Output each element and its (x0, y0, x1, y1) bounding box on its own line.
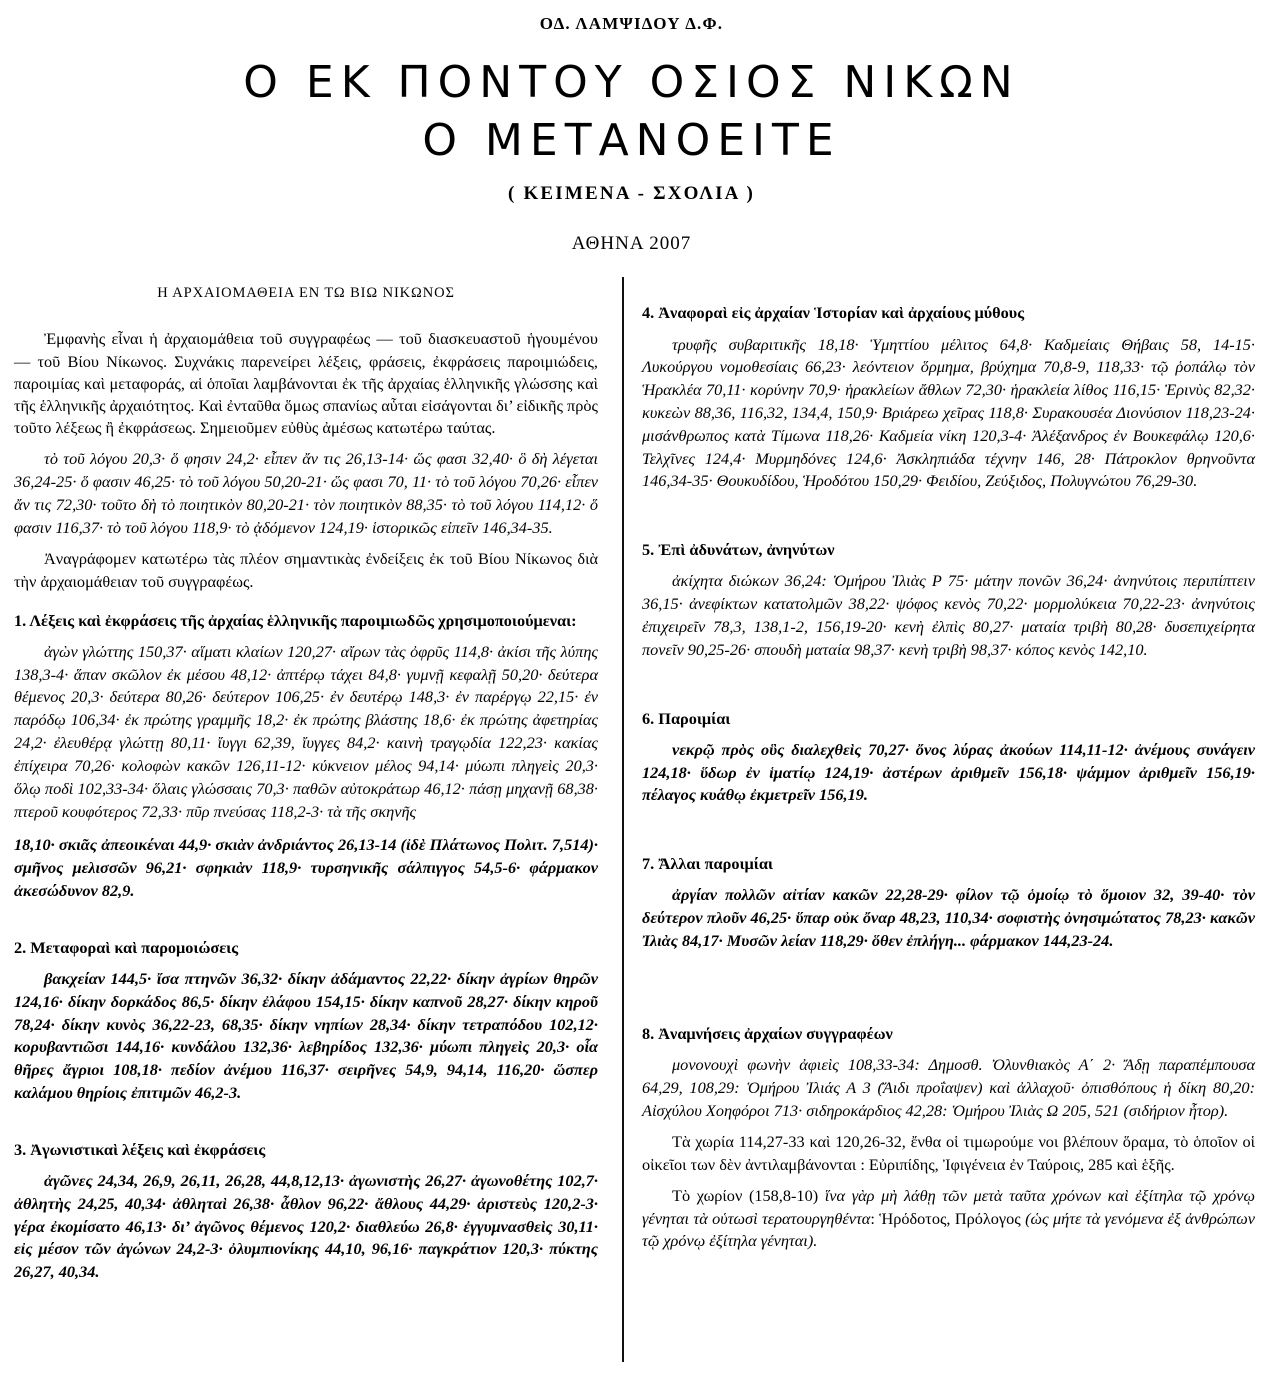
section-2-heading: 2. Μεταφοραὶ καὶ παρομοιώσεις (14, 937, 239, 957)
column-divider-rule (622, 277, 624, 1362)
second-paragraph: Ἀναγράφομεν κατωτέρω τὰς πλέον σημαντικὰς ἐνδείξεις ἐκ τοῦ Βίου Νίκωνος διὰ τὴν ἀρχαιομάθειαν τοῦ συγγραφέως. (14, 549, 598, 591)
section-8-heading: 8. Ἀναμνήσεις ἀρχαίων συγγραφέων (642, 1023, 893, 1043)
spacer (642, 816, 1255, 836)
spacer (642, 962, 1255, 1006)
two-column-body (0, 285, 1263, 1293)
s8-p3-plain-2: : Ἡρόδοτος, Πρόλογος (870, 1208, 1026, 1228)
intro-paragraph: Ἐμφανὴς εἶναι ἡ ἀρχαιομάθεια τοῦ συγγραφέως — τοῦ διασκευαστοῦ ἡγουμένου — τοῦ Βίου Νίκωνος. Συχνάκις παρενείρει λέξεις, φράσεις, ἐκφράσεις παροιμιώδεις, παροιμίας καὶ μεταφοράς, αἱ ὁποῖαι λαμβάνονται ἐκ τῆς ἀρχαίας ἑλληνικῆς γλώσσης καὶ τῆς ἑλληνικῆς ἀρχαιότητος. Καὶ ἐνταῦθα ὅμως σπανίως αὗται εἰσάγονται δι’ εἰδικῆς πρὸς τοῦτο λέξεως ἢ ἐκφράσεως. Σημειοῦμεν εὐθὺς ἀμέσως κατωτέρω ταύτας. (14, 329, 598, 437)
section-5-heading: 5. Ἐπὶ ἀδυνάτων, ἀνηνύτων (642, 540, 835, 560)
section-6-body: νεκρῷ πρὸς οὓς διαλεχθεὶς 70,27· ὄνος λύρας ἀκούων 114,11-12· ἀνέμους συνάγειν 124,18· ὕδωρ ἐν ἱματίῳ 124,19· ἀστέρων ἀριθμεῖν 156,18· ψάμμον ἀριθμεῖν 156,19· πέλαγος κυάθῳ ἐκμετρεῖν 156,19. (642, 739, 1255, 805)
section-4-body: τρυφῆς συβαριτικῆς 18,18· Ὑμηττίου μέλιτος 64,8· Καδμείαις Θήβαις 58, 14-15· Λυκούργου νομοθεσίαις 66,23· λεόντειον ὅρμημα, βρύχημα 70,8-9, 118,33· τῷ ῥοπάλῳ τὸν Ἡρακλέα 70,11· κορύνην 70,9· ἡρακλείων ἄθλων 72,30· ἡρακλεία λίθος 116,15· Ἐρινὺς 82,32· κυκεὼν 88,36, 116,32, 134,4, 150,9· Βριάρεω χεῖρας 118,8· Συρακουσέα Διονύσιον 118,23-24· μισάνθρωπος κατὰ Τίμωνα 118,26· Καδμεία νίκη 120,3-4· Ἀλέξανδρος ἐν Βουκεφάλῳ 120,6· Τελχῖνες 124,4· Μυρμηδόνες 124,6· Ἀσκληπιάδα τέχνην 146, 28· Πάτροκλον θρηνοῦντα 146,34-35· Θουκυδίδου, Ἡροδότου 150,29· Φειδίου, Ζεύξιδος, Πολυγνώτου 76,29-30. (642, 334, 1255, 491)
section-4-heading: 4. Ἀναφοραὶ εἰς ἀρχαίαν Ἱστορίαν καὶ ἀρχαίους μύθους (642, 303, 1025, 323)
right-column (620, 285, 1263, 1262)
section-7-heading: 7. Ἄλλαι παροιμίαι (642, 854, 773, 874)
s8-p3-plain-1: Τὸ χωρίον (158,8-10) (672, 1185, 825, 1205)
s8-p3-italic-2: (ὡς μήτε τὰ γενόμενα ἐξ ἀνθρώπων τῷ χρόνῳ ἐξίτηλα γένηται). (642, 1208, 1256, 1251)
section-3-heading: 3. Ἀγωνιστικαὶ λέξεις καὶ ἐκφράσεις (14, 1139, 266, 1159)
title-block (0, 0, 1263, 255)
left-column (0, 285, 620, 1293)
section-8-paragraph-2: Τὰ χωρία 114,27-33 καὶ 120,26-32, ἔνθα οἱ τιμωρούμε νοι βλέπουν ὅραμα, τὸ ὁποῖον οἱ οἰκεῖοι των δὲν ἀντιλαμβάνονται : Εὐριπίδης, Ἰφιγένεια ἐν Ταύροις, 285 καὶ ἑξῆς. (642, 1132, 1255, 1174)
spacer (642, 502, 1255, 522)
place-and-year: ΑΘΗΝΑ 2007 (571, 233, 692, 255)
book-title-line-1: Ο ΕΚ ΠΟΝΤΟΥ ΟΣΙΟΣ ΝΙΚΩΝ (243, 57, 1020, 108)
intro-references: τὸ τοῦ λόγου 20,3· ὅ φησιν 24,2· εἶπεν ἄν τις 26,13-14· ὥς φασι 32,40· ὃ δὴ λέγεται 36,24-25· ὅ φασιν 46,25· τὸ τοῦ λόγου 50,20-21· ὥς φασι 70, 11· τὸ τοῦ λόγου 70,26· εἶπεν ἄν τις 72,30· τοῦτο δὴ τὸ ποιητικὸν 80,20-21· τὸν ποιητικὸν 88,35· τὸ τοῦ λόγου 114,12· ὅ φασιν 116,37· τὸ τοῦ λόγου 118,9· τὸ ᾀδόμενον 124,19· ἱστορικῶς εἰπεῖν 146,34-35. (14, 449, 598, 537)
section-7-body: ἀργίαν πολλῶν αἰτίαν κακῶν 22,28-29· φίλον τῷ ὁμοίῳ τὸ ὅμοιον 32, 39-40· τὸν δεύτερον πλοῦν 46,25· ὕπαρ οὐκ ὄναρ 48,23, 110,34· σοφιστὴς ὀνησιμώτατος 78,23· κακῶν Ἰλιὰς 84,17· Μυσῶν λείαν 118,29· ὅθεν ἐπλήγη... φάρμακον 144,23-24. (642, 885, 1255, 950)
section-1-body: ἀγὼν γλώττης 150,37· αἵματι κλαίων 120,27· αἴρων τὰς ὀφρῦς 114,8· ἀκίσι τῆς λύπης 138,3-4· ἅπαν σκῶλον ἐκ μέσου 48,12· ἀπτέρῳ τάχει 84,8· γυμνῇ κεφαλῇ 50,20· δεύτερα θέμενος 20,3· δεύτερα 80,26· δεύτερον 106,25· ἐν δευτέρῳ 148,3· ἐν παρέργῳ 22,15· ἐν παρόδῳ 106,34· ἐκ πρώτης γραμμῆς 18,2· ἐκ πρώτης βλάστης 18,6· ἐκ πρώτης ἀφετηρίας 24,2· ἐλευθέρᾳ γλώττῃ 80,11· ἴυγγι 62,39, ἴυγγες 84,2· καινὴ τραγῳδία 122,23· κακίας ἐπίχειρα 70,26· κολοφὼν κακῶν 126,11-12· κύκνειον μέλος 94,14· μύωπι πληγεὶς 20,3· ὅλῳ ποδὶ 102,33-34· ὅλαις γλώσσαις 70,3· παθῶν αὐτοκράτωρ 46,12· πάσῃ μηχανῇ 68,38· πτεροῦ κουφότερος 72,33· πῦρ πνεύσας 118,2-3· τὰ τῆς σκηνῆς (14, 641, 598, 821)
section-8-body: μονονουχὶ φωνὴν ἀφιεὶς 108,33-34: Δημοσθ. Ὀλυνθιακὸς Α΄ 2· Ἄδῃ παραπέμπουσα 64,29, 108,29: Ὁμήρου Ἰλιάς Α 3 (Ἄιδι προΐαψεν) καὶ ἀλλαχοῦ· ὀπισθόπους ἡ δίκη 80,20: Αἰσχύλου Χοηφόροι 713· σιδηροκάρδιος 42,28: Ὁμήρου Ἰλιὰς Ω 205, 521 (σιδήριον ἦτορ). (642, 1054, 1255, 1120)
author-name: ΟΔ. ΛΑΜΨΙΔΟΥ Δ.Φ. (539, 14, 724, 33)
spacer (642, 671, 1255, 691)
section-6-heading: 6. Παροιμίαι (642, 708, 731, 728)
book-title-line-2: Ο ΜΕΤΑΝΟΕΙΤΕ (422, 114, 841, 166)
section-3-body: ἀγῶνες 24,34, 26,9, 26,11, 26,28, 44,8,12,13· ἀγωνιστὴς 26,27· ἀγωνοθέτης 102,7· ἀθλητὴς 24,25, 40,34· ἀθληταὶ 26,38· ἆθλον 96,22· ἄθλους 44,29· ἀριστεὺς 120,2-3· γέρα ἐκομίσατο 46,13· δι’ ἀγῶνος θέμενος 120,2· διαθλεύω 26,8· ἐγγυμνασθεὶς 30,11· εἰς μέσον τῶν ἀγώνων 24,2-3· ὀλυμπιονίκης 44,10, 96,16· παγκράτιον 120,3· πύκτης 26,27, 40,34. (14, 1170, 598, 1282)
s8-p3-italic-1: ἵνα γὰρ μὴ λάθῃ τῶν μετὰ ταῦτα χρόνων καὶ ἐξίτηλα τῷ χρόνῳ γένηται τὰ οὑτωσὶ τερατουργηθέντα (642, 1185, 1255, 1228)
section-2-body: βακχείαν 144,5· ἴσα πτηνῶν 36,32· δίκην ἀδάμαντος 22,22· δίκην ἀγρίων θηρῶν 124,16· δίκην δορκάδος 86,5· δίκην ἐλάφου 154,15· δίκην καπνοῦ 28,27· δίκην κηροῦ 78,24· δίκην κυνὸς 36,22-23, 68,35· δίκην νηπίων 28,34· δίκην τετραπόδου 102,12· κορυβαντιῶσι 144,16· κυνδάλου 132,36· λεβηρίδος 132,36· μύωπι πληγεὶς 20,3· οἷα θῆρες ἄγριοι 108,18· πεδίον ἀνέμου 116,37· σειρῆνες 54,9, 94,14, 116,20· ὥσπερ καλάμου θηρίοις ἐπιτιμῶν 46,2-3. (14, 968, 598, 1102)
book-subtitle: ( ΚΕΙΜΕΝΑ - ΣΧΟΛΙΑ ) (507, 183, 756, 205)
left-column-heading: Η ΑΡΧΑΙΟΜΑΘΕΙΑ ΕΝ ΤΩ ΒΙΩ ΝΙΚΩΝΟΣ (157, 285, 455, 302)
section-1-heading: 1. Λέξεις καὶ ἐκφράσεις τῆς ἀρχαίας ἑλληνικῆς παροιμιωδῶς χρησιμοποιούμεναι: (14, 610, 577, 630)
section-8-paragraph-3 (642, 1185, 1255, 1253)
spacer (14, 912, 598, 920)
section-1-body-continued: 18,10· σκιᾶς ἀπεοικέναι 44,9· σκιὰν ἀνδριάντος 26,13-14 (ἰδὲ Πλάτωνος Πολιτ. 7,514)· σμῆνος μελισσῶν 96,21· σφηκιὰν 118,9· τυρσηνικῆς σάλπιγγος 54,5-6· φάρμακον ἀκεσώδυνον 82,9. (14, 835, 598, 900)
spacer (14, 1114, 598, 1122)
section-5-body: ἀκίχητα διώκων 36,24: Ὁμήρου Ἰλιὰς Ρ 75· μάτην πονῶν 36,24· ἀνηνύτοις περιπίπτειν 36,15· ἀνεφίκτων κατατολμῶν 38,22· ψόφος κενὸς 70,22· μορμολύκεια 70,22-23· ἀνηνύτοις ἐπιχειρεῖν 78,3, 138,1-2, 156,19-20· κενὴ ἐλπὶς 80,27· ματαία τριβὴ 80,28· δυσεπιχείρητα πονεῖν 90,25-26· σπουδὴ ματαία 98,37· κενὴ τριβὴ 98,37· κόπος κενὸς 142,10. (642, 571, 1255, 659)
